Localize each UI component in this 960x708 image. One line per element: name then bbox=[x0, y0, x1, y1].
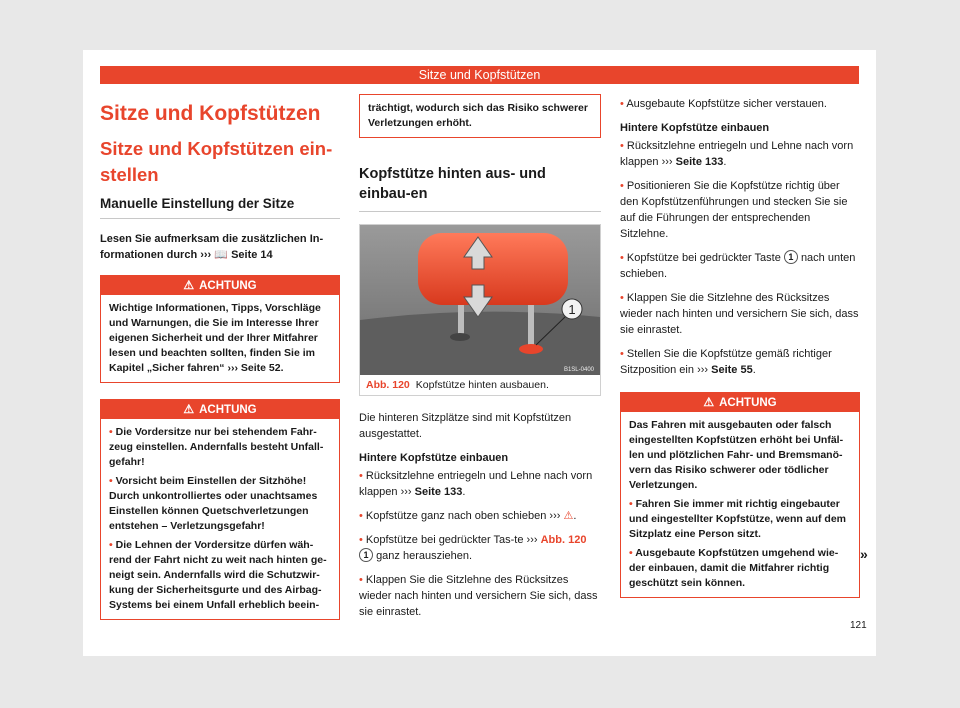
bullet-icon: • bbox=[359, 510, 363, 522]
list-item: • Ausgebaute Kopfstützen umgehend wie-der einbauen, damit die Mitfahrer richtig geschützt sein können. bbox=[629, 547, 839, 589]
bullet-icon: • bbox=[109, 539, 113, 551]
chapter-title: Sitze und Kopfstützen bbox=[100, 102, 321, 125]
running-header: Sitze und Kopfstützen bbox=[100, 66, 859, 84]
warning-triangle-icon[interactable]: ⚠ bbox=[563, 510, 574, 522]
warning-body: Das Fahren mit ausgebauten oder falsch eingestellten Kopfstützen erhöht bei Unfäl-len und plötzlichen Fahr- und Bremsmanö-vern das Risiko schwerer oder tödlicher Verletzungen. • Fahren Sie immer mit richtig eingebauter und eingestellter Kopfstütze, wenn auf dem Sitzplatz eine Person sitzt. • Ausgebaute Kopfstützen umgehend wie-der einbauen, damit die Mitfahrer richtig geschützt sein können. bbox=[621, 412, 859, 597]
page-link[interactable]: Seite 14 bbox=[231, 249, 273, 261]
figure bbox=[359, 224, 601, 396]
warning-header: ⚠ ACHTUNG bbox=[101, 276, 339, 295]
chapter-subtitle: Sitze und Kopfstützen ein-stellen bbox=[100, 138, 333, 185]
list-item: • Ausgebaute Kopfstütze sicher verstauen. bbox=[620, 98, 827, 110]
bullet-icon: • bbox=[629, 498, 633, 510]
bullet-icon: • bbox=[620, 292, 624, 304]
list-item: • Klappen Sie die Sitzlehne des Rücksitzes wieder nach hinten und versichern Sie sich, dass sie einrastet. bbox=[359, 574, 598, 618]
arrow-ref-icon: ››› bbox=[400, 486, 412, 498]
arrow-ref-icon: ››› bbox=[661, 156, 673, 168]
bullet-icon: • bbox=[359, 470, 363, 482]
page-link[interactable]: Seite 133 bbox=[414, 486, 463, 498]
headrest-illustration bbox=[360, 225, 600, 375]
arrow-ref-icon: ››› bbox=[200, 249, 212, 261]
list-item: • Die Lehnen der Vordersitze dürfen wäh-rend der Fahrt nicht zu weit nach hinten ge-neigt sein. Andernfalls wird die Schutzwir-kung der Sicherheitsgurte und des Airbag-Systems bei einem Unfall erheblich beein- bbox=[109, 539, 327, 611]
figure-link[interactable]: Abb. 120 bbox=[540, 534, 587, 546]
warning-continuation: trächtigt, wodurch sich das Risiko schwerer Verletzungen erhöht. bbox=[359, 94, 601, 138]
figure-caption: Abb. 120 Kopfstütze hinten ausbauen. bbox=[366, 379, 549, 391]
bullet-icon: • bbox=[359, 534, 363, 546]
page-link[interactable]: Seite 55 bbox=[711, 364, 753, 376]
warning-triangle-icon: ⚠ bbox=[183, 402, 195, 416]
button-marker: 1 bbox=[784, 250, 798, 264]
list-item: • Rücksitzlehne entriegeln und Lehne nach vorn klappen ››› Seite 133. bbox=[620, 140, 854, 168]
warning-box-3 bbox=[620, 392, 860, 598]
column-3 bbox=[620, 96, 860, 612]
list-item: • Fahren Sie immer mit richtig eingebauter und eingestellter Kopfstütze, wenn auf dem Sitzplatz eine Person sitzt. bbox=[629, 498, 847, 540]
page-link[interactable]: Seite 133 bbox=[675, 156, 724, 168]
arrow-ref-icon: ››› bbox=[549, 510, 561, 522]
warning-body bbox=[101, 419, 339, 619]
page-link[interactable]: Seite 52. bbox=[240, 362, 284, 374]
arrow-ref-icon: ››› bbox=[227, 362, 238, 374]
bullet-icon: • bbox=[620, 140, 624, 152]
bullet-icon: • bbox=[109, 475, 113, 487]
bullet-icon: • bbox=[620, 98, 624, 110]
warning-header: ⚠ ACHTUNG bbox=[101, 400, 339, 419]
list-item: • Die Vordersitze nur bei stehendem Fahr-zeug einstellen. Andernfalls besteht Unfall-gefahr! bbox=[109, 426, 324, 468]
headrest-icon bbox=[360, 225, 600, 375]
bullet-icon: • bbox=[109, 426, 113, 438]
paragraph: Die hinteren Sitzplätze sind mit Kopfstützen ausgestattet. bbox=[359, 412, 572, 440]
list-item: • Vorsicht beim Einstellen der Sitzhöhe! Durch unkontrolliertes oder unachtsames Einstellen können Quetschverletzungen entstehen – Verletzungsgefahr! bbox=[109, 475, 318, 532]
button-marker: 1 bbox=[359, 548, 373, 562]
list-item: • Kopfstütze bei gedrückter Tas-te ››› Abb. 120 1 ganz herausziehen. bbox=[359, 534, 587, 562]
page-number: 121 bbox=[850, 620, 867, 631]
subheading: Hintere Kopfstütze einbauen bbox=[620, 122, 770, 134]
warning-box-2 bbox=[100, 399, 340, 620]
subheading: Hintere Kopfstütze einbauen bbox=[359, 452, 509, 464]
arrow-ref-icon: ››› bbox=[697, 364, 709, 376]
warning-header: ⚠ ACHTUNG bbox=[621, 393, 859, 412]
section-heading: Manuelle Einstellung der Sitze bbox=[100, 196, 340, 219]
column-1 bbox=[100, 96, 340, 634]
warning-triangle-icon: ⚠ bbox=[183, 278, 195, 292]
figure-code: B1SL-0400 bbox=[563, 367, 594, 373]
book-icon: 📖 bbox=[214, 249, 228, 261]
arrow-ref-icon: ››› bbox=[526, 534, 538, 546]
list-item: • Stellen Sie die Kopfstütze gemäß richtiger Sitzposition ein ››› Seite 55. bbox=[620, 348, 832, 376]
list-item: • Kopfstütze ganz nach oben schieben ››› ⚠. bbox=[359, 510, 577, 522]
column-2 bbox=[359, 96, 601, 628]
bullet-icon: • bbox=[620, 252, 624, 264]
section-heading: Kopfstütze hinten aus- und einbau-en bbox=[359, 164, 601, 212]
intro-paragraph: Lesen Sie aufmerksam die zusätzlichen In-formationen durch ››› 📖 Seite 14 bbox=[100, 233, 324, 261]
figure-marker: 1 bbox=[568, 302, 576, 317]
list-item: • Positionieren Sie die Kopfstütze richtig über den Kopfstützenführungen und stecken Sie sie auf die Führungen der entsprechenden Sitzlehne. bbox=[620, 180, 848, 240]
figure-number: Abb. 120 bbox=[366, 379, 410, 391]
bullet-icon: • bbox=[629, 547, 633, 559]
bullet-icon: • bbox=[620, 348, 624, 360]
list-item: • Kopfstütze bei gedrückter Taste 1 nach unten schieben. bbox=[620, 252, 856, 280]
continue-icon: » bbox=[860, 546, 868, 562]
list-item: • Klappen Sie die Sitzlehne des Rücksitzes wieder nach hinten und versichern Sie sich, dass sie einrastet. bbox=[620, 292, 859, 336]
list-item: • Rücksitzlehne entriegeln und Lehne nach vorn klappen ››› Seite 133. bbox=[359, 470, 593, 498]
bullet-icon: • bbox=[620, 180, 624, 192]
warning-triangle-icon: ⚠ bbox=[703, 395, 715, 409]
bullet-icon: • bbox=[359, 574, 363, 586]
warning-box-1 bbox=[100, 275, 340, 383]
warning-body: Wichtige Informationen, Tipps, Vorschläge und Warnungen, die Sie im Interesse Ihrer eigenen Sicherheit und der Ihrer Mitfahrer lesen und beachten sollten, finden Sie im Kapitel „Sicher fahren“ ››› Seite 52. bbox=[109, 302, 321, 374]
